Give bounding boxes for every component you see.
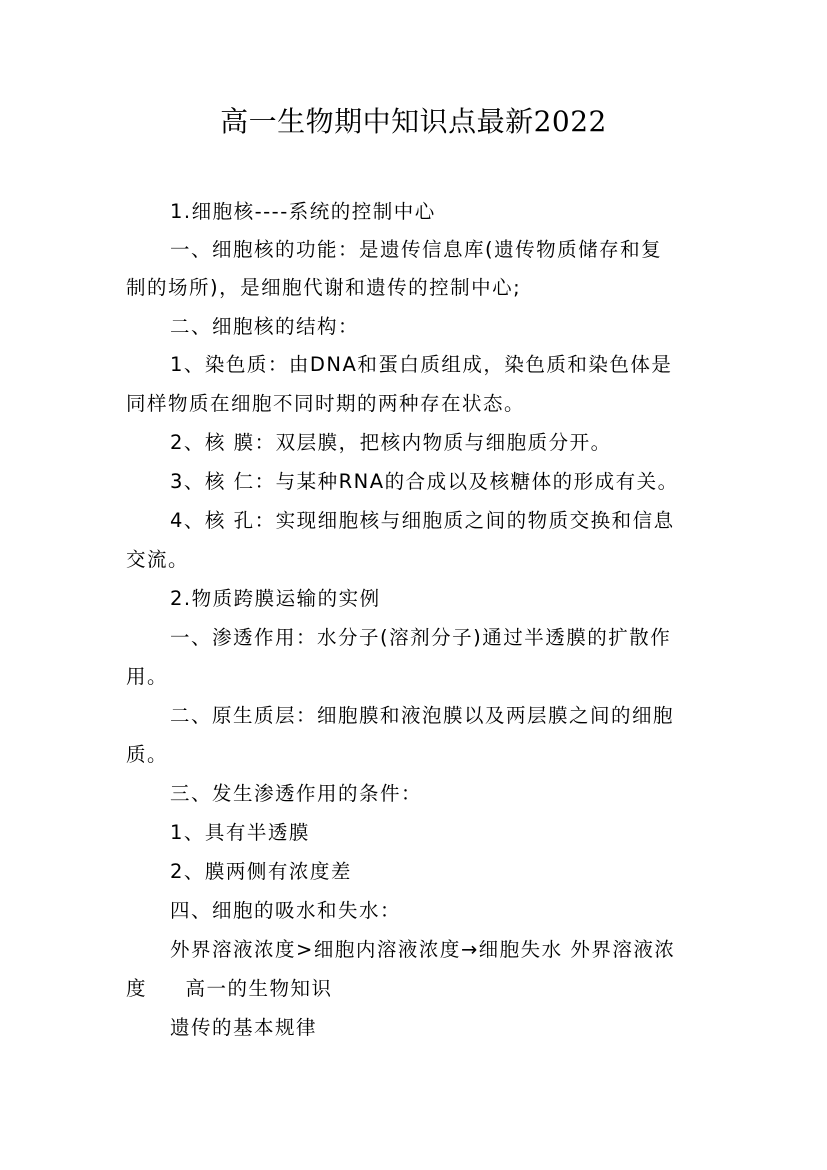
document-title: 高一生物期中知识点最新2022 [220,105,607,138]
paragraph-line: 一、细胞核的功能：是遗传信息库(遗传物质储存和复 [170,238,663,261]
paragraph-line: 同样物质在细胞不同时期的两种存在状态。 [126,392,526,415]
paragraph-line: 用。 [126,665,169,688]
paragraph-line: 4、核 孔：实现细胞核与细胞质之间的物质交换和信息 [170,509,675,532]
paragraph-line: 外界溶液浓度>细胞内溶液浓度→细胞失水 外界溶液浓 [170,938,676,961]
paragraph-line: 2、膜两侧有浓度差 [170,860,352,883]
paragraph-line: 1、染色质：由DNA和蛋白质组成，染色质和染色体是 [170,353,673,376]
paragraph-line: 四、细胞的吸水和失水： [170,899,402,922]
paragraph-line: 交流。 [126,548,190,571]
paragraph-line: 度 高一的生物知识 [126,977,333,1000]
paragraph-line: 一、渗透作用：水分子(溶剂分子)通过半透膜的扩散作 [170,626,672,649]
paragraph-line: 3、核 仁：与某种RNA的合成以及核糖体的形成有关。 [170,470,679,493]
paragraph-line: 1.细胞核----系统的控制中心 [170,200,436,223]
paragraph-line: 2.物质跨膜运输的实例 [170,587,381,610]
paragraph-line: 2、核 膜：双层膜，把核内物质与细胞质分开。 [170,431,612,454]
paragraph-line: 制的场所)，是细胞代谢和遗传的控制中心; [126,276,522,299]
paragraph-line: 1、具有半透膜 [170,821,310,844]
paragraph-line: 遗传的基本规律 [170,1016,318,1039]
paragraph-line: 三、发生渗透作用的条件： [170,782,423,805]
paragraph-line: 质。 [126,743,169,766]
paragraph-line: 二、原生质层：细胞膜和液泡膜以及两层膜之间的细胞 [170,704,675,727]
paragraph-line: 二、细胞核的结构： [170,315,360,338]
